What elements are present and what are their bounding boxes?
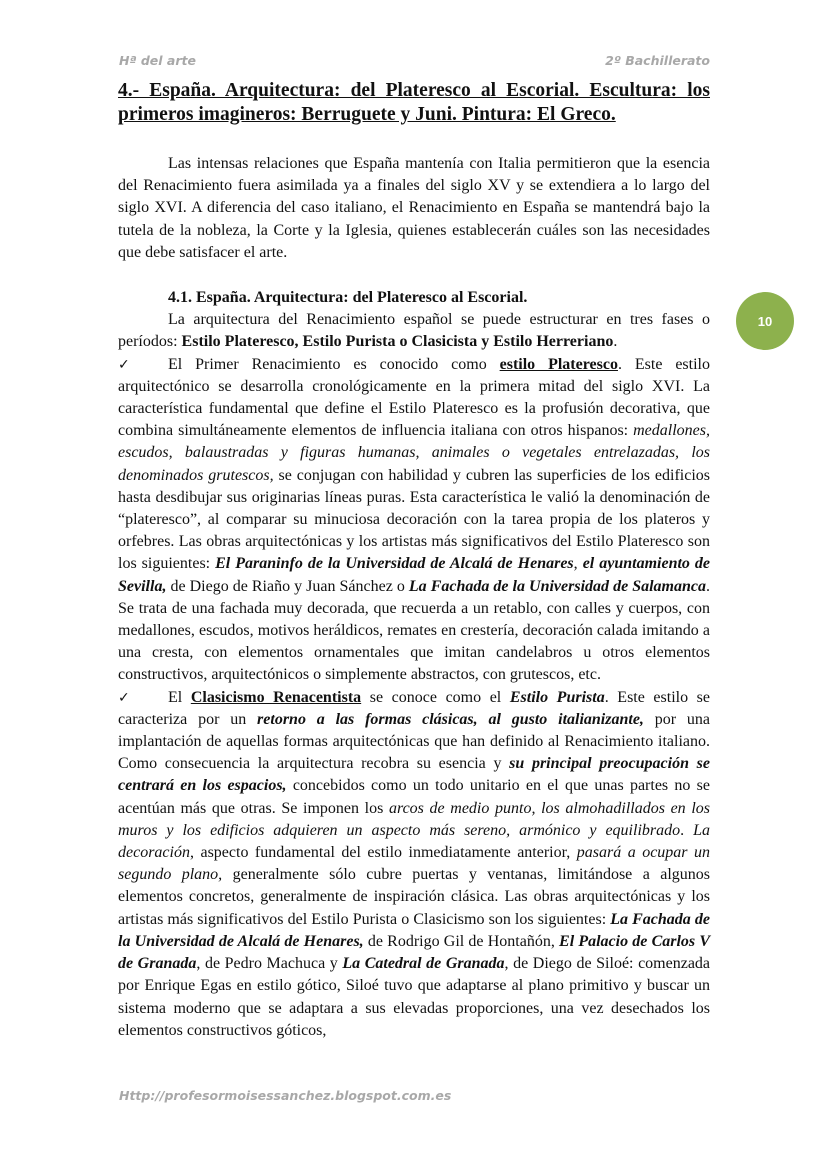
footer-blog-url[interactable]: Http://profesormoisessanchez.blogspot.com.es [119, 1088, 452, 1103]
work-ayuntamiento-sevilla: el ayuntamiento de Sevilla, [118, 555, 711, 595]
text-segment: . Este estilo se caracteriza por un [118, 688, 711, 728]
text-segment: , de Pedro Machuca y [196, 955, 343, 973]
text-segment: concebidos como un todo unitario en el que unas partes no se acentúan más que otras. Se imponen los [118, 777, 711, 817]
italic-decoration-list: medallones, escudos, balaustradas y figuras humanas, animales o vegetales entrelazadas, los denominados grutescos, [118, 422, 710, 484]
term-clasicismo-renacentista: Clasicismo Renacentista [190, 688, 362, 706]
text-segment: , [573, 555, 583, 573]
work-palacio-carlos-v: El Palacio de Carlos V de Granada [118, 932, 711, 973]
text-segment: , de Diego de Siloé: comenzada por Enrique Egas en estilo gótico, Siloé tuvo que adaptarse al plano primitivo y buscar un sistema moderno que se adaptara a sus elevadas proporciones, una vez desechados los elementos constructivos góticos, [118, 955, 711, 1039]
italic-arcos: arcos de medio punto, los almohadillados en los muros y los edificios adquieren un aspecto más sereno, armónico y equilibrado [118, 799, 710, 839]
lead-text: La arquitectura del Renacimiento español se puede estructurar en tres fases o períodos: [118, 311, 710, 351]
text-segment: El [168, 688, 191, 706]
italic-decoracion: La decoración [118, 821, 710, 862]
running-header-course: 2º Bachillerato [605, 53, 710, 68]
emphasis-retorno-clasico: retorno a las formas clásicas, al gusto italianizante, [257, 710, 644, 728]
checkmark-icon: ✓ [118, 356, 130, 373]
text-segment: . Se trata de una fachada muy decorada, que recuerda a un retablo, con calles y cuerpos, con medallones, escudos, motivos heráldicos, remates en crestería, decoración calada imitando a una cresta, con elementos ornamentales que imitan candelabros u otros elementos constructivos, arquitectónicos o simplemente abstractos, con grutescos, etc. [118, 577, 710, 684]
text-segment: se conjugan con habilidad y cubren las superficies de los edificios hasta desdibujar sus originarias líneas puras. Esta característica le valió la denominación de “plateresco”, al comparar su minuciosa decoración con la tarea propia de los plateros y orfebres. Las obras arquitectónicas y los artistas más significativos del Estilo Plateresco son los siguientes: [118, 466, 710, 573]
checkmark-icon: ✓ [118, 689, 130, 706]
text-segment: por una implantación de aquellas formas arquitectónicas que han definido al Renacimiento italiano. Como consecuencia la arquitectura recobra su esencia y [118, 710, 711, 773]
term-estilo-plateresco: estilo Plateresco [499, 355, 618, 373]
page-number-badge: 10 [736, 292, 794, 350]
term-estilo-purista: Estilo Purista [509, 688, 605, 706]
page-title: 4.- España. Arquitectura: del Plateresco al Escorial. Escultura: los primeros imagineros: Berruguete y Juni. Pintura: El Greco. [118, 80, 710, 125]
section-4-1 [118, 287, 710, 1042]
intro-section [118, 153, 710, 264]
plateresco-list-item [118, 354, 710, 687]
intro-paragraph: Las intensas relaciones que España mantenía con Italia permitieron que la esencia del Renacimiento fuera asimilada ya a finales del siglo XV y se extendiera a lo largo del siglo XVI. A diferencia del caso italiano, el Renacimiento en España se mantendrá bajo la tutela de la nobleza, la Corte y la Iglesia, quienes establecerán cuáles son las necesidades que debe satisfacer el arte. [118, 155, 710, 261]
lead-bold-phases: Estilo Plateresco, Estilo Purista o Clasicista y Estilo Herreriano [181, 333, 614, 351]
italic-segundo-plano: pasará a ocupar un segundo plano, [118, 844, 710, 884]
text-segment: se conoce como el [361, 688, 510, 706]
text-segment: de Rodrigo Gil de Hontañón, [363, 932, 560, 950]
work-fachada-salamanca: La Fachada de la Universidad de Salamanca [408, 577, 706, 595]
section-heading: 4.1. España. Arquitectura: del Plateresco al Escorial. [168, 289, 528, 306]
text-segment: generalmente sólo cubre puertas y ventanas, limitándose a algunos elementos concretos, generalmente de inspiración clásica. Las obras arquitectónicas y los artistas más significativos del Estilo Purista o Clasicismo son los siguientes: [118, 866, 710, 928]
emphasis-espacios: su principal preocupación se centrará en los espacios, [118, 755, 711, 795]
lead-end: . [613, 333, 618, 351]
work-fachada-alcala: La Fachada de la Universidad de Alcalá de Henares, [118, 910, 711, 950]
text-segment: . Este estilo arquitectónico se desarrolla cronológicamente en la primera mitad del siglo XVI. La característica fundamental que define el Estilo Plateresco es la profusión decorativa, que combina simultáneamente elementos de influencia italiana con otros hispanos: [118, 355, 710, 440]
text-segment: , aspecto fundamental del estilo inmediatamente anterior, [189, 844, 577, 862]
work-paraninfo-alcala: El Paraninfo de la Universidad de Alcalá de Henares [215, 555, 574, 573]
work-catedral-granada: La Catedral de Granada [342, 955, 505, 973]
text-segment: El Primer Renacimiento es conocido como [168, 355, 500, 373]
running-header-subject: Hª del arte [119, 53, 196, 68]
text-segment: . [680, 821, 694, 839]
clasicismo-list-item [118, 687, 710, 1042]
section-lead-paragraph [118, 309, 710, 353]
text-segment: de Diego de Riaño y Juan Sánchez o [166, 577, 409, 595]
